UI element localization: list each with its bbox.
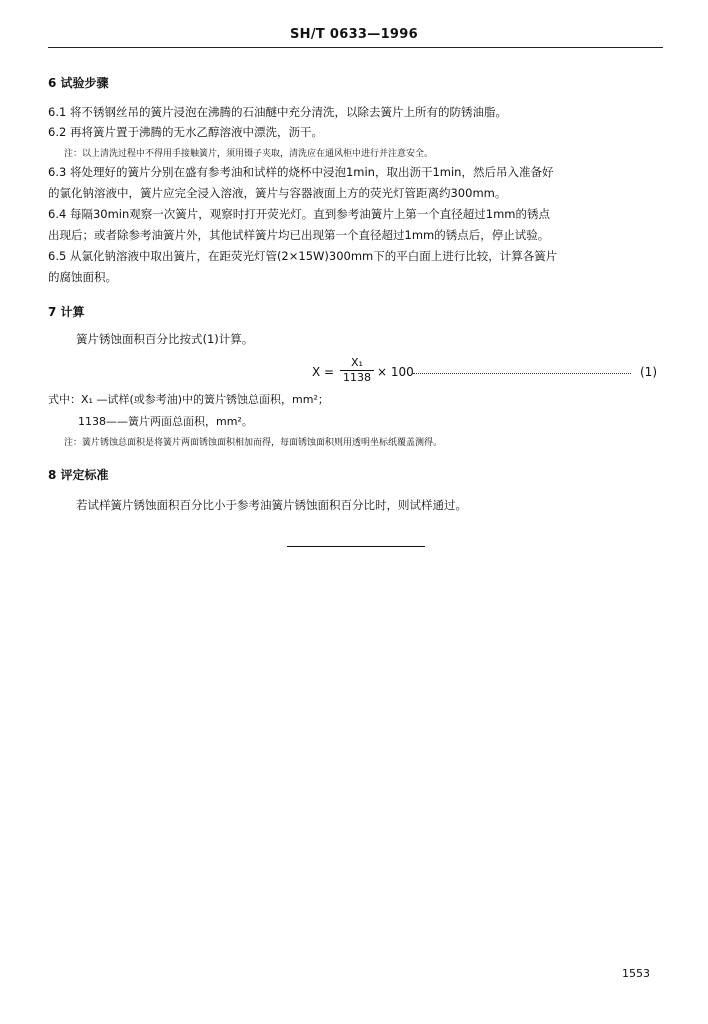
formula-denominator: 1138 xyxy=(343,371,371,384)
section-7-note: 注：簧片锈蚀总面积是将簧片两面锈蚀面积相加而得，每面锈蚀面积则用透明坐标纸覆盖测得。 xyxy=(64,438,443,448)
section-6-heading: 6 试验步骤 xyxy=(48,76,109,90)
paragraph-6-5-line-2: 的腐蚀面积。 xyxy=(48,270,117,284)
paragraph-6-2: 6.2 再将簧片置于沸腾的无水乙醇溶液中漂洗，沥干。 xyxy=(48,125,323,139)
end-rule xyxy=(287,546,425,547)
page-number: 1553 xyxy=(622,967,650,980)
paragraph-6-1: 6.1 将不锈钢丝吊的簧片浸泡在沸腾的石油醚中充分清洗，以除去簧片上所有的防锈油脂。 xyxy=(48,105,507,119)
section-7-heading: 7 计算 xyxy=(48,305,85,319)
paragraph-6-3-line-2: 的氯化钠溶液中，簧片应完全浸入溶液，簧片与容器液面上方的荧光灯管距离约300mm。 xyxy=(48,186,507,200)
section-6-note: 注：以上清洗过程中不得用手接触簧片，须用镊子夹取，清洗应在通风柜中进行并注意安全。 xyxy=(64,149,434,159)
formula-leader-dots xyxy=(413,373,631,374)
section-8-text: 若试样簧片锈蚀面积百分比小于参考油簧片锈蚀面积百分比时，则试样通过。 xyxy=(76,498,467,512)
formula-lhs: X = xyxy=(312,365,335,379)
formula-fraction xyxy=(340,356,374,384)
paragraph-6-5-line-1: 6.5 从氯化钠溶液中取出簧片，在距荧光灯管(2×15W)300mm下的平白面上进行比较，计算各簧片 xyxy=(48,249,558,263)
formula-where-2: 1138——簧片两面总面积，mm²。 xyxy=(78,415,253,428)
header-rule xyxy=(48,47,663,48)
formula-where-1: 式中：X₁ —试样(或参考油)中的簧片锈蚀总面积，mm²； xyxy=(48,393,329,406)
formula-rhs: × 100 xyxy=(377,365,414,379)
formula-numerator: X₁ xyxy=(340,356,374,371)
section-8-heading: 8 评定标准 xyxy=(48,468,109,482)
formula-number: (1) xyxy=(640,365,657,379)
paragraph-6-4-line-1: 6.4 每隔30min观察一次簧片，观察时打开荧光灯。直到参考油簧片上第一个直径超过1mm的锈点 xyxy=(48,207,550,221)
paragraph-6-4-line-2: 出现后；或者除参考油簧片外，其他试样簧片均已出现第一个直径超过1mm的锈点后，停止试验。 xyxy=(48,228,550,242)
paragraph-6-3-line-1: 6.3 将处理好的簧片分别在盛有参考油和试样的烧杯中浸泡1min，取出沥干1min，然后吊入准备好 xyxy=(48,165,554,179)
page-header-code: SH/T 0633—1996 xyxy=(290,27,418,42)
section-7-intro: 簧片锈蚀面积百分比按式(1)计算。 xyxy=(76,332,254,346)
